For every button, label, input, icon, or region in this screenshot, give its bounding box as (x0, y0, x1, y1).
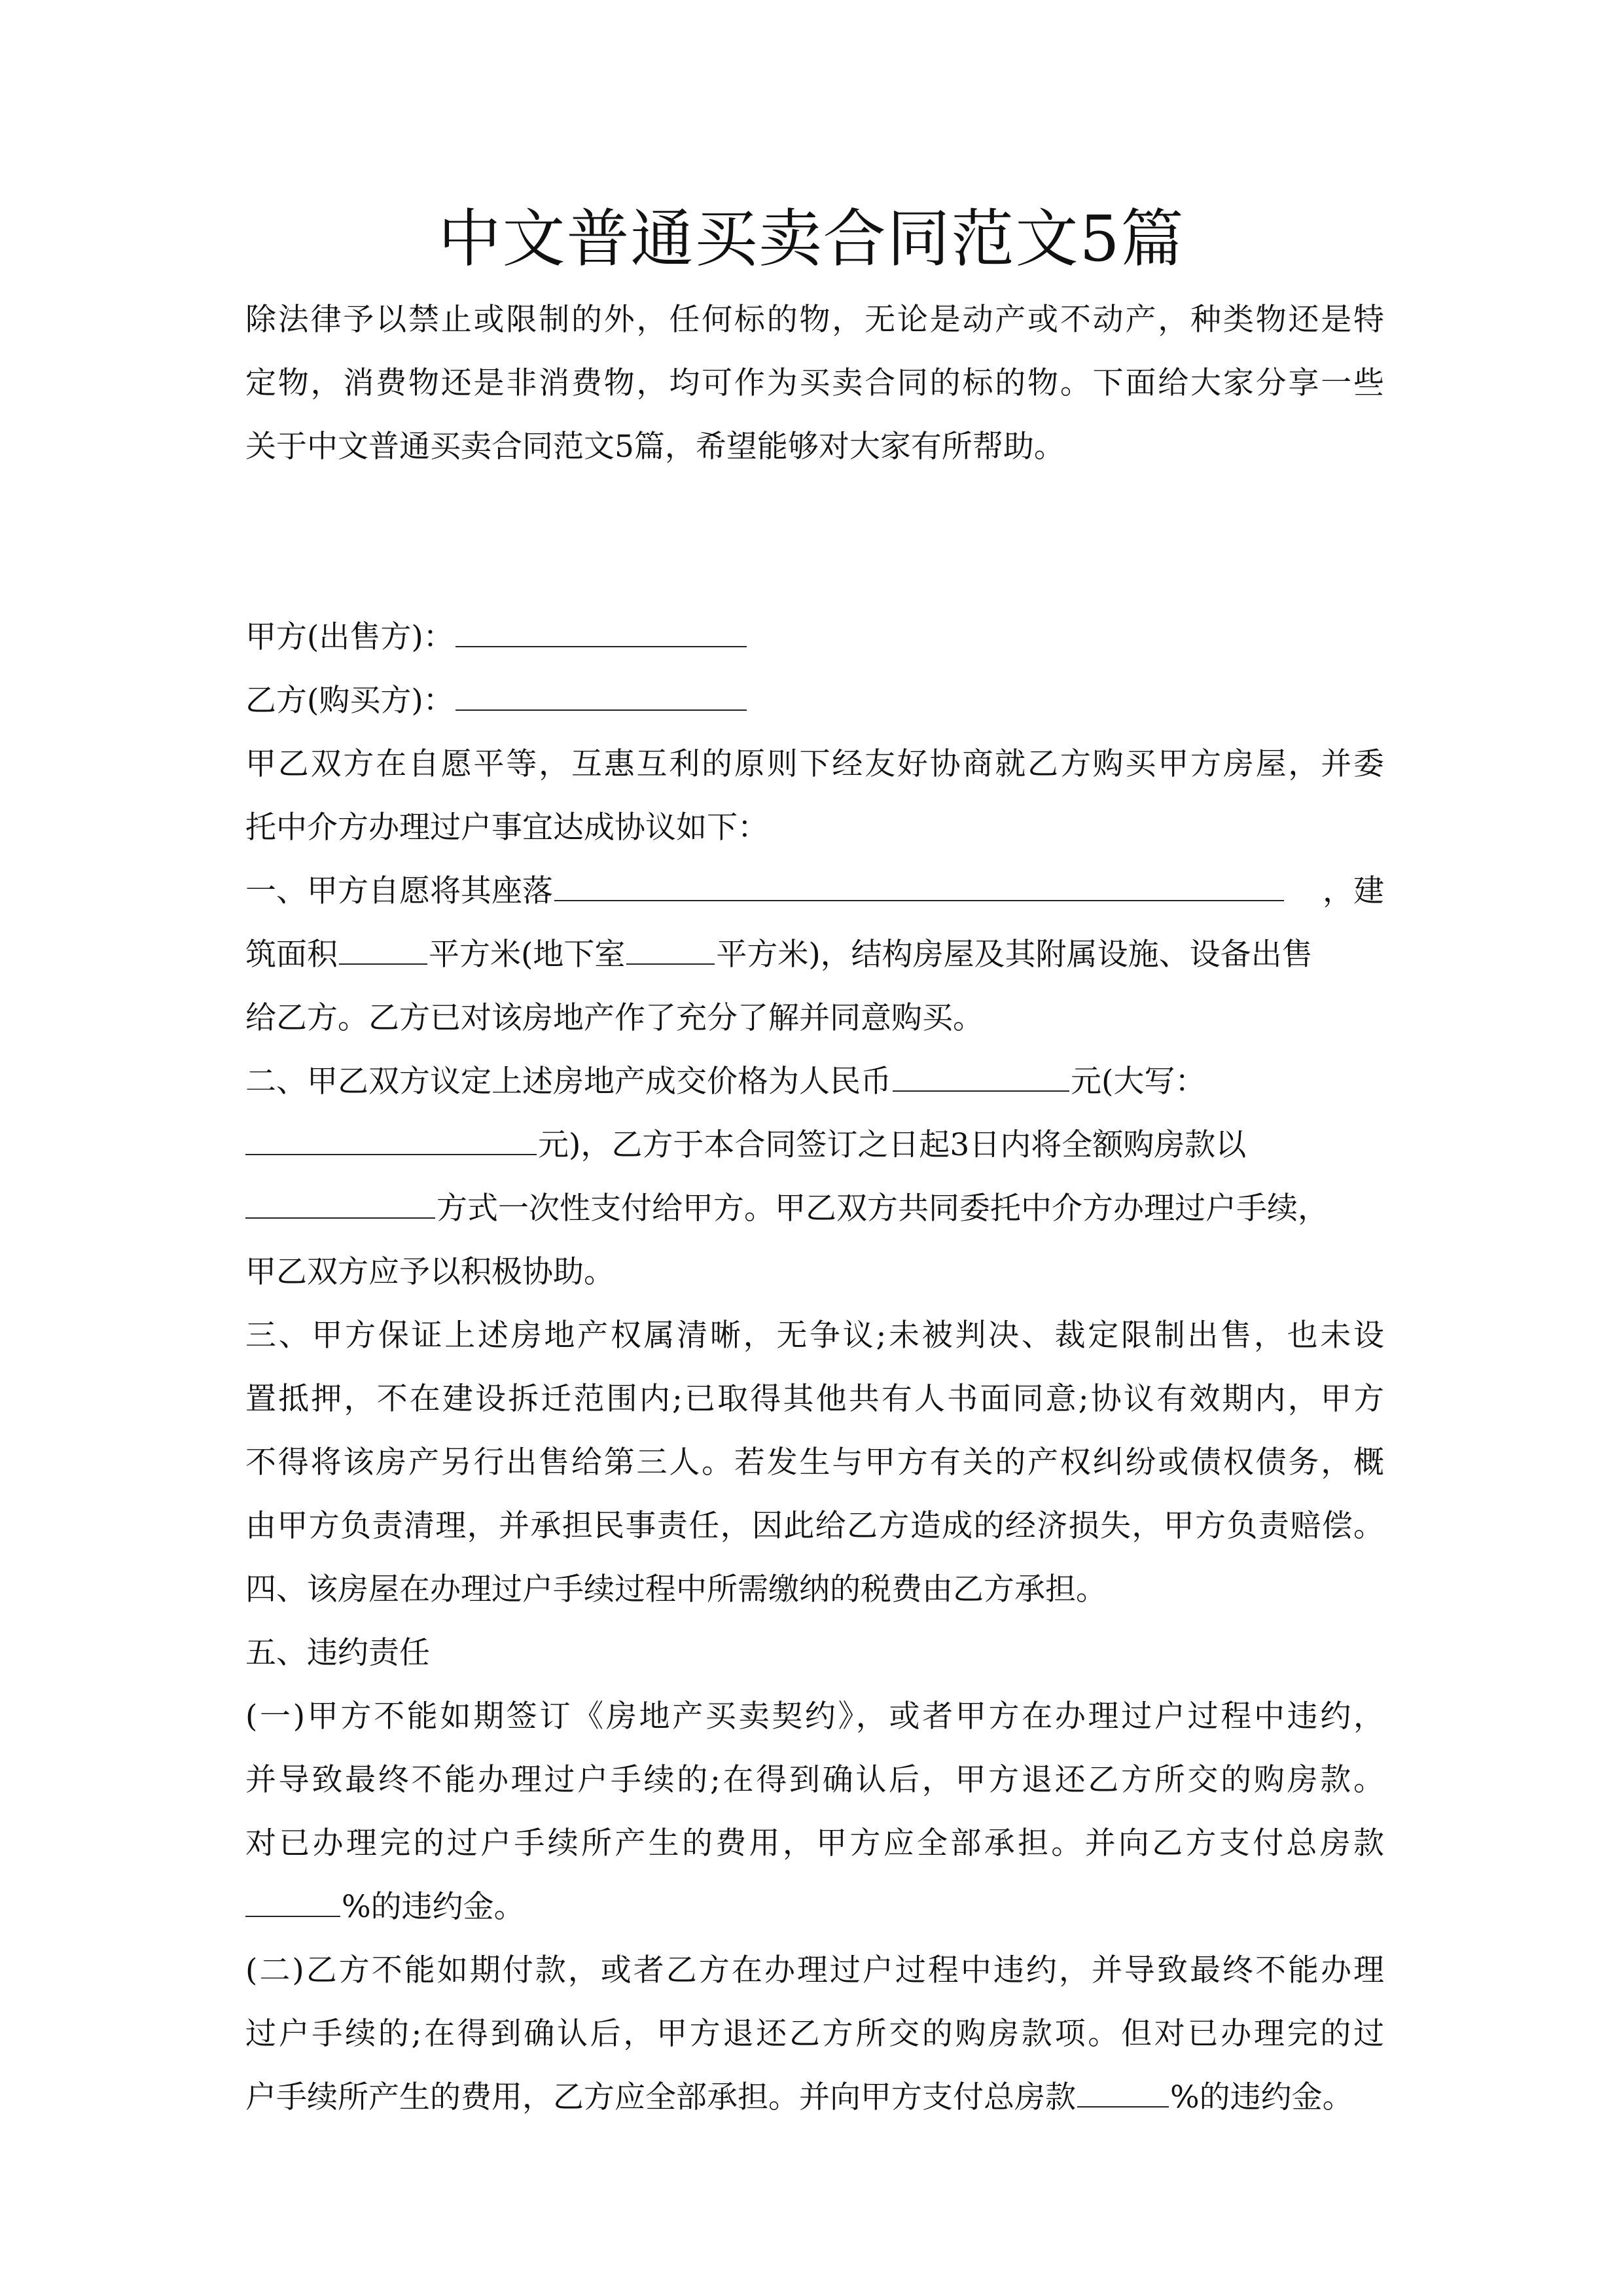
party-b-label: 乙方(购买方)： (245, 683, 454, 719)
clause-2-line (245, 1113, 1384, 1177)
clause-2-text: 元)，乙方于本合同签订之日起3日内将全额购房款以 (538, 1127, 1247, 1163)
clause-1-line: 给乙方。乙方已对该房地产作了充分了解并同意购买。 (245, 1000, 984, 1036)
clause-2-line: 甲乙双方应予以积极协助。 (245, 1254, 615, 1290)
breach-2-line: (二)乙方不能如期付款，或者乙方在办理过户过程中违约，并导致最终不能办理 (245, 1952, 1384, 1988)
clause-2-text: 方式一次性支付给甲方。甲乙双方共同委托中介方办理过户手续， (437, 1191, 1329, 1227)
party-a-label: 甲方(出售方)： (245, 619, 454, 655)
breach-1-line: 并导致最终不能办理过户手续的;在得到确认后，甲方退还乙方所交的购房款。 (245, 1762, 1384, 1798)
clause-2-line (245, 1177, 1384, 1240)
clause-1-line (245, 859, 1384, 923)
clause-3-line: 由甲方负责清理，并承担民事责任，因此给乙方造成的经济损失，甲方负责赔偿。 (245, 1508, 1384, 1544)
preamble-line: 甲乙双方在自愿平等，互惠互利的原则下经友好协商就乙方购买甲方房屋，并委 (245, 746, 1384, 782)
document-title: 中文普通买卖合同范文5篇 (438, 202, 1185, 276)
intro-line: 除法律予以禁止或限制的外，任何标的物，无论是动产或不动产，种类物还是特 (245, 302, 1384, 338)
breach-1-text: %的违约金。 (342, 1889, 525, 1925)
party-b-blank[interactable] (455, 675, 747, 711)
clause-2-text: 二、甲乙双方议定上述房地产成交价格为人民币 (245, 1064, 891, 1100)
clause-3-line: 置抵押，不在建设拆迁范围内;已取得其他共有人书面同意;协议有效期内，甲方 (245, 1381, 1384, 1417)
clause-2-text: 元(大写： (1071, 1064, 1206, 1100)
clause-4-line: 四、该房屋在办理过户手续过程中所需缴纳的税费由乙方承担。 (245, 1571, 1107, 1607)
breach-2-line (245, 2066, 1384, 2129)
breach-2-line: 过户手续的;在得到确认后，甲方退还乙方所交的购房款项。但对已办理完的过 (245, 2016, 1384, 2052)
party-a-row (245, 605, 1384, 669)
intro-line: 定物，消费物还是非消费物，均可作为买卖合同的标的物。下面给大家分享一些 (245, 365, 1384, 401)
breach-1-line (245, 1875, 1384, 1939)
clause-1-text: 平方米(地下室 (429, 937, 626, 973)
clause-3-line: 不得将该房产另行出售给第三人。若发生与甲方有关的产权纠纷或债权债务，概 (245, 1444, 1384, 1480)
area-blank[interactable] (339, 929, 427, 965)
breach-2-text: %的违约金。 (1170, 2079, 1353, 2115)
clause-3-line: 三、甲方保证上述房地产权属清晰，无争议;未被判决、裁定限制出售，也未设 (245, 1318, 1384, 1354)
clause-5-heading: 五、违约责任 (245, 1635, 430, 1671)
clause-1-text: ，建 (1323, 873, 1384, 909)
clause-2-line (245, 1050, 1384, 1113)
breach-1-line: 对已办理完的过户手续所产生的费用，甲方应全部承担。并向乙方支付总房款 (245, 1825, 1384, 1861)
clause-1-text: 筑面积 (245, 937, 338, 973)
penalty-percent-blank[interactable] (245, 1882, 340, 1917)
address-blank[interactable] (554, 866, 1284, 901)
spacer (245, 478, 1384, 605)
intro-line: 关于中文普通买卖合同范文5篇，希望能够对大家有所帮助。 (245, 429, 1065, 465)
clause-1-line (245, 923, 1384, 986)
penalty-percent-blank[interactable] (1077, 2072, 1169, 2108)
preamble-line: 托中介方办理过户事宜达成协议如下： (245, 810, 768, 846)
basement-area-blank[interactable] (626, 929, 715, 965)
breach-2-text: 户手续所产生的费用，乙方应全部承担。并向甲方支付总房款 (245, 2079, 1076, 2115)
party-b-row (245, 669, 1384, 732)
price-uppercase-blank[interactable] (245, 1120, 537, 1155)
party-a-blank[interactable] (455, 612, 747, 647)
breach-1-line: (一)甲方不能如期签订《房地产买卖契约》，或者甲方在办理过户过程中违约， (245, 1698, 1384, 1734)
document-body (245, 288, 1384, 2129)
price-blank[interactable] (893, 1056, 1069, 1092)
clause-1-text: 平方米)，结构房屋及其附属设施、设备出售 (716, 937, 1313, 973)
payment-method-blank[interactable] (245, 1183, 435, 1219)
clause-1-text: 一、甲方自愿将其座落 (245, 873, 553, 909)
